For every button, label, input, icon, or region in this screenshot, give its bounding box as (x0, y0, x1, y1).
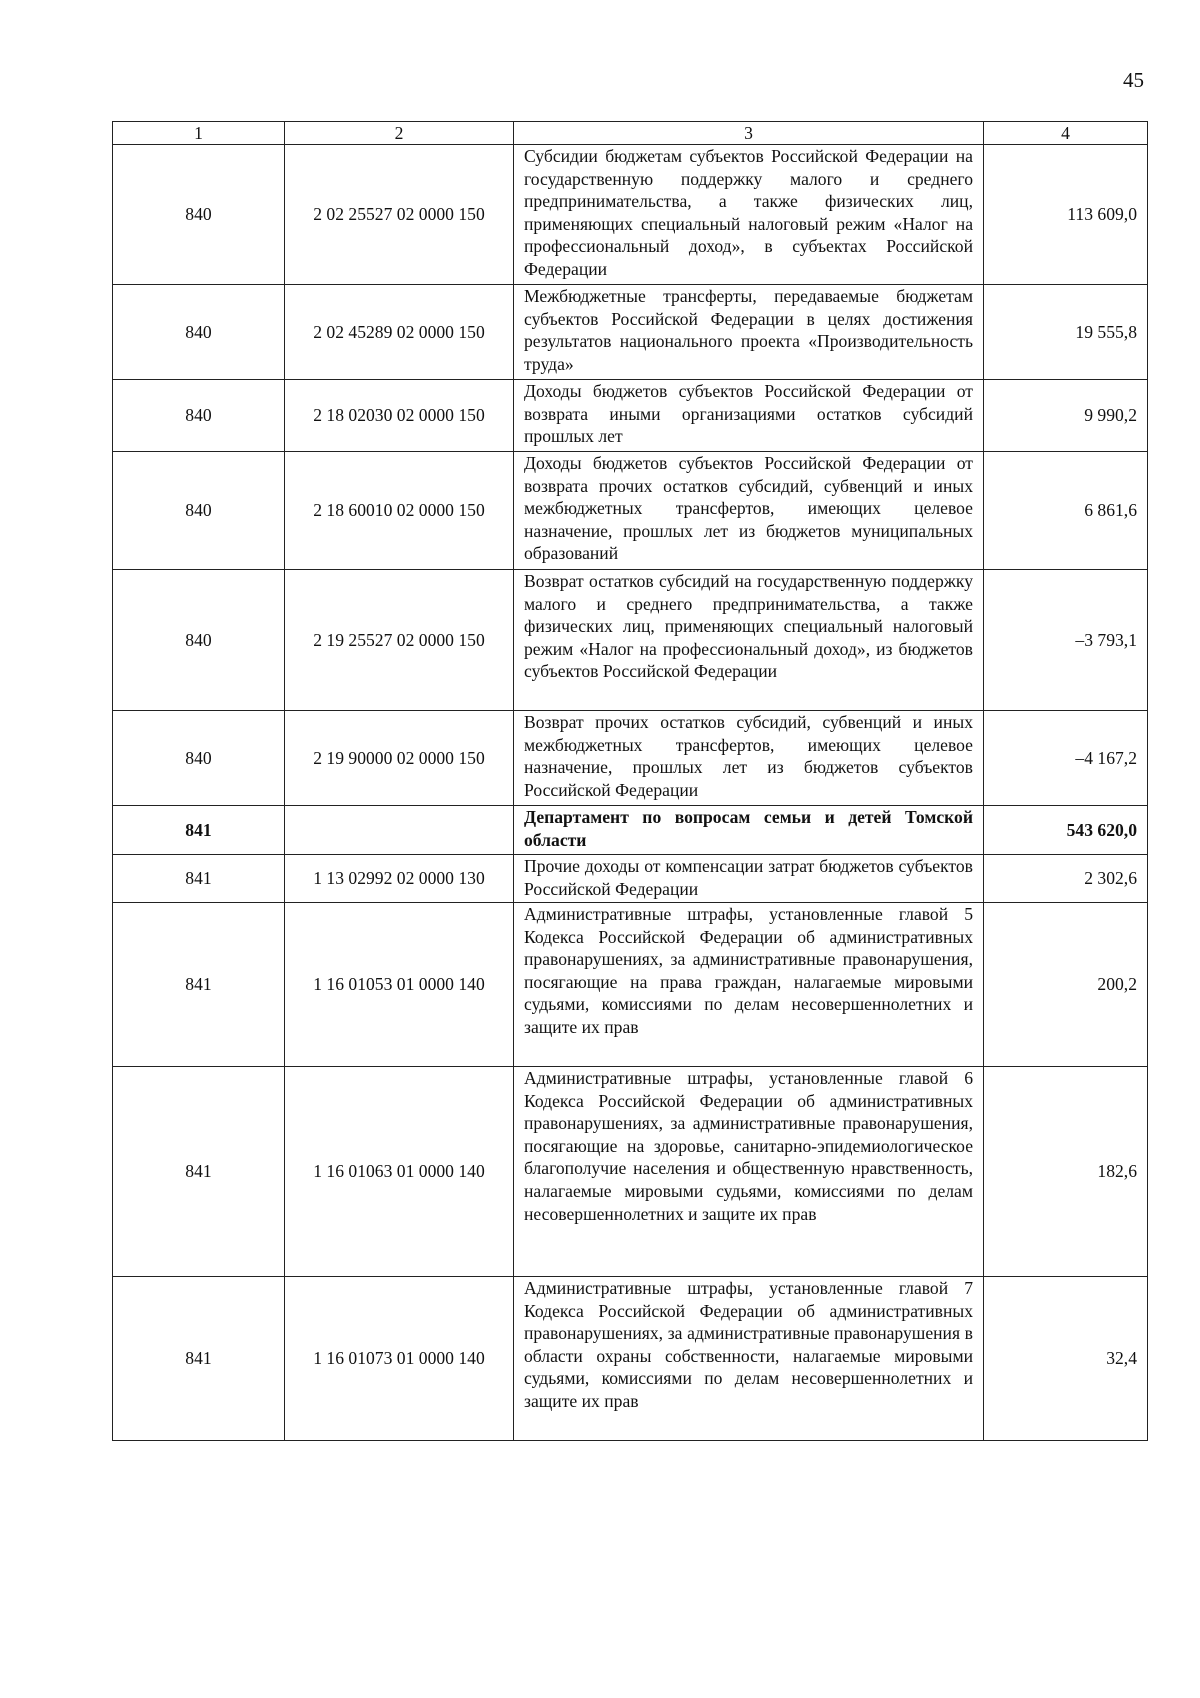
header-col-1: 1 (113, 122, 285, 145)
table-row (113, 1277, 1148, 1441)
revenue-code-cell: 2 19 90000 02 0000 150 (285, 711, 514, 806)
revenue-code-cell: 2 19 25527 02 0000 150 (285, 570, 514, 711)
amount-cell: 182,6 (984, 1067, 1148, 1277)
header-col-3: 3 (514, 122, 984, 145)
table-row (113, 711, 1148, 806)
description-cell: Субсидии бюджетам субъектов Российской Федерации на государственную поддержку малого и среднего предпринимательства, а также физических лиц, применяющих специальный налоговый режим «Налог на профессиональный доход», в субъектах Российской Федерации (514, 145, 984, 285)
revenue-code-cell: 2 18 02030 02 0000 150 (285, 380, 514, 452)
description-cell: Межбюджетные трансферты, передаваемые бюджетам субъектов Российской Федерации в целях достижения результатов национального проекта «Производительность труда» (514, 285, 984, 380)
amount-cell: 9 990,2 (984, 380, 1148, 452)
amount-cell: –3 793,1 (984, 570, 1148, 711)
revenue-code-cell: 2 18 60010 02 0000 150 (285, 452, 514, 570)
admin-code-cell: 840 (113, 711, 285, 806)
admin-code-cell: 840 (113, 570, 285, 711)
table-row (113, 570, 1148, 711)
description-cell: Административные штрафы, установленные главой 6 Кодекса Российской Федерации об административных правонарушениях, за административные правонарушения, посягающие на здоровье, санитарно-эпидемиологическое благополучие населения и общественную нравственность, налагаемые мировыми судьями, комиссиями по делам несовершеннолетних и защите их прав (514, 1067, 984, 1277)
admin-code-cell: 840 (113, 285, 285, 380)
amount-cell: –4 167,2 (984, 711, 1148, 806)
description-cell: Доходы бюджетов субъектов Российской Федерации от возврата прочих остатков субсидий, субвенций и иных межбюджетных трансфертов, имеющих целевое назначение, прошлых лет из бюджетов муниципальных образований (514, 452, 984, 570)
amount-cell: 113 609,0 (984, 145, 1148, 285)
revenue-code-cell: 1 13 02992 02 0000 130 (285, 855, 514, 903)
table-header-row (113, 122, 1148, 145)
table-row (113, 145, 1148, 285)
admin-code-cell: 841 (113, 806, 285, 855)
admin-code-cell: 840 (113, 380, 285, 452)
description-cell: Административные штрафы, установленные главой 5 Кодекса Российской Федерации об административных правонарушениях, за административные правонарушения, посягающие на права граждан, налагаемые мировыми судьями, комиссиями по делам несовершеннолетних и защите их прав (514, 903, 984, 1067)
admin-code-cell: 840 (113, 452, 285, 570)
header-col-2: 2 (285, 122, 514, 145)
amount-cell: 2 302,6 (984, 855, 1148, 903)
admin-code-cell: 840 (113, 145, 285, 285)
description-cell: Возврат прочих остатков субсидий, субвенций и иных межбюджетных трансфертов, имеющих целевое назначение, прошлых лет из бюджетов субъектов Российской Федерации (514, 711, 984, 806)
description-cell: Административные штрафы, установленные главой 7 Кодекса Российской Федерации об административных правонарушениях, за административные правонарушения в области охраны собственности, налагаемые мировыми судьями, комиссиями по делам несовершеннолетних и защите их прав (514, 1277, 984, 1441)
amount-cell: 543 620,0 (984, 806, 1148, 855)
description-cell: Возврат остатков субсидий на государственную поддержку малого и среднего предпринимательства, а также физических лиц, применяющих специальный налоговый режим «Налог на профессиональный доход», из бюджетов субъектов Российской Федерации (514, 570, 984, 711)
department-name-cell: Департамент по вопросам семьи и детей Томской области (514, 806, 984, 855)
admin-code-cell: 841 (113, 1067, 285, 1277)
table-row (113, 452, 1148, 570)
budget-revenue-table (112, 121, 1148, 1441)
admin-code-cell: 841 (113, 903, 285, 1067)
amount-cell: 19 555,8 (984, 285, 1148, 380)
table-row (113, 903, 1148, 1067)
admin-code-cell: 841 (113, 855, 285, 903)
amount-cell: 32,4 (984, 1277, 1148, 1441)
revenue-code-cell (285, 806, 514, 855)
revenue-code-cell: 1 16 01063 01 0000 140 (285, 1067, 514, 1277)
table-row (113, 1067, 1148, 1277)
table-row (113, 285, 1148, 380)
revenue-code-cell: 2 02 25527 02 0000 150 (285, 145, 514, 285)
table-row (113, 855, 1148, 903)
description-cell: Доходы бюджетов субъектов Российской Федерации от возврата иными организациями остатков субсидий прошлых лет (514, 380, 984, 452)
revenue-code-cell: 1 16 01053 01 0000 140 (285, 903, 514, 1067)
description-cell: Прочие доходы от компенсации затрат бюджетов субъектов Российской Федерации (514, 855, 984, 903)
admin-code-cell: 841 (113, 1277, 285, 1441)
table-row (113, 380, 1148, 452)
header-col-4: 4 (984, 122, 1148, 145)
revenue-code-cell: 1 16 01073 01 0000 140 (285, 1277, 514, 1441)
table-row-department (113, 806, 1148, 855)
amount-cell: 200,2 (984, 903, 1148, 1067)
page-number: 45 (1123, 68, 1144, 92)
amount-cell: 6 861,6 (984, 452, 1148, 570)
revenue-code-cell: 2 02 45289 02 0000 150 (285, 285, 514, 380)
